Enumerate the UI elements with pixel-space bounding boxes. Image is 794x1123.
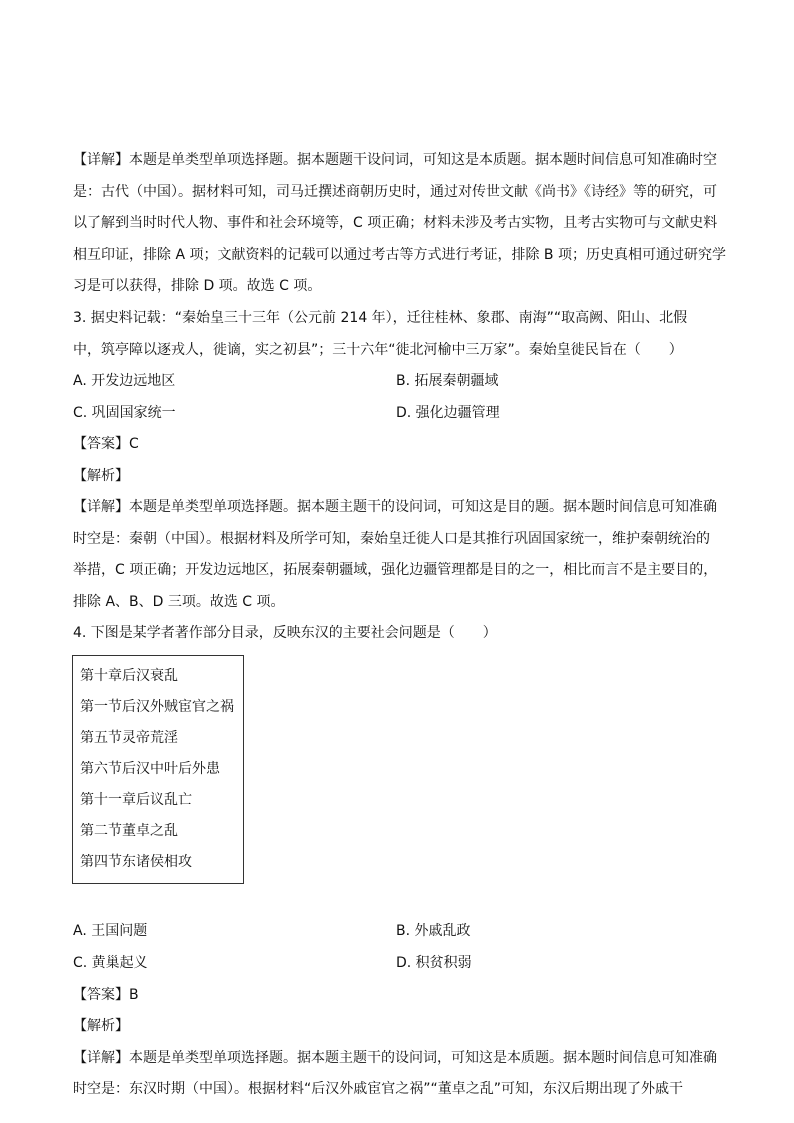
explanation-line: 举措，C 项正确；开发边远地区，拓展秦朝疆域，强化边疆管理都是目的之一，相比而言不是主要目的， xyxy=(73,562,718,578)
explanation-line: 【详解】本题是单类型单项选择题。据本题题干设问词，可知这是本质题。据本题时间信息可知准确时空 xyxy=(73,152,717,168)
toc-entry: 第六节后汉中叶后外患 xyxy=(80,761,220,777)
table-of-contents-box xyxy=(72,655,244,884)
answer-label: 【答案】C xyxy=(73,436,139,452)
option-c: C. 巩固国家统一 xyxy=(73,405,176,421)
explanation-line: 时空是：秦朝（中国）。根据材料及所学可知，秦始皇迁徙人口是其推行巩固国家统一，维护秦朝统治的 xyxy=(73,531,710,547)
explanation-line: 【详解】本题是单类型单项选择题。据本题主题干的设问词，可知这是本质题。据本题时间信息可知准确 xyxy=(73,1050,717,1066)
explanation-line: 习是可以获得，排除 D 项。故选 C 项。 xyxy=(73,278,322,294)
explanation-line: 相互印证，排除 A 项；文献资料的记载可以通过考古等方式进行考证，排除 B 项；历史真相可通过研究学 xyxy=(73,247,726,263)
option-d: D. 积贫积弱 xyxy=(396,955,472,971)
toc-entry: 第一节后汉外贼宦官之祸 xyxy=(80,699,234,715)
explanation-line: 是：古代（中国）。据材料可知，司马迁撰述商朝历史时，通过对传世文献《尚书》《诗经》等的研究，可 xyxy=(73,184,717,200)
toc-entry: 第五节灵帝荒淫 xyxy=(80,730,178,746)
analysis-label: 【解析】 xyxy=(73,468,129,484)
option-c: C. 黄巢起义 xyxy=(73,955,148,971)
toc-entry: 第十章后汉衰乱 xyxy=(80,668,178,684)
question-4-stem: 4. 下图是某学者著作部分目录，反映东汉的主要社会问题是（ ） xyxy=(73,625,497,641)
toc-entry: 第十一章后议乱亡 xyxy=(80,792,192,808)
option-b: B. 外戚乱政 xyxy=(396,923,471,939)
option-a: A. 开发边远地区 xyxy=(73,373,176,389)
analysis-label: 【解析】 xyxy=(73,1018,129,1034)
answer-label: 【答案】B xyxy=(73,987,139,1003)
toc-entry: 第二节董卓之乱 xyxy=(80,823,178,839)
explanation-line: 时空是：东汉时期（中国）。根据材料“后汉外戚宦官之祸”“董卓之乱”可知，东汉后期出现了外戚干 xyxy=(73,1081,684,1097)
option-a: A. 王国问题 xyxy=(73,923,148,939)
explanation-line: 【详解】本题是单类型单项选择题。据本题主题干的设问词，可知这是目的题。据本题时间信息可知准确 xyxy=(73,499,717,515)
explanation-line: 排除 A、B、D 三项。故选 C 项。 xyxy=(73,594,285,610)
question-3-stem: 3. 据史料记载：“秦始皇三十三年（公元前 214 年），迁往桂林、象郡、南海”“取高阙、阳山、北假 xyxy=(73,310,688,326)
explanation-line: 以了解到当时时代人物、事件和社会环境等，C 项正确；材料未涉及考古实物，且考古实物可与文献史料 xyxy=(73,215,718,231)
toc-entry: 第四节东诸侯相攻 xyxy=(80,854,192,870)
option-b: B. 拓展秦朝疆域 xyxy=(396,373,499,389)
question-3-stem: 中，筑亭障以逐戎人，徙谪，实之初县”；三十六年“徙北河榆中三万家”。秦始皇徙民旨在（ ） xyxy=(73,342,683,358)
option-d: D. 强化边疆管理 xyxy=(396,405,500,421)
